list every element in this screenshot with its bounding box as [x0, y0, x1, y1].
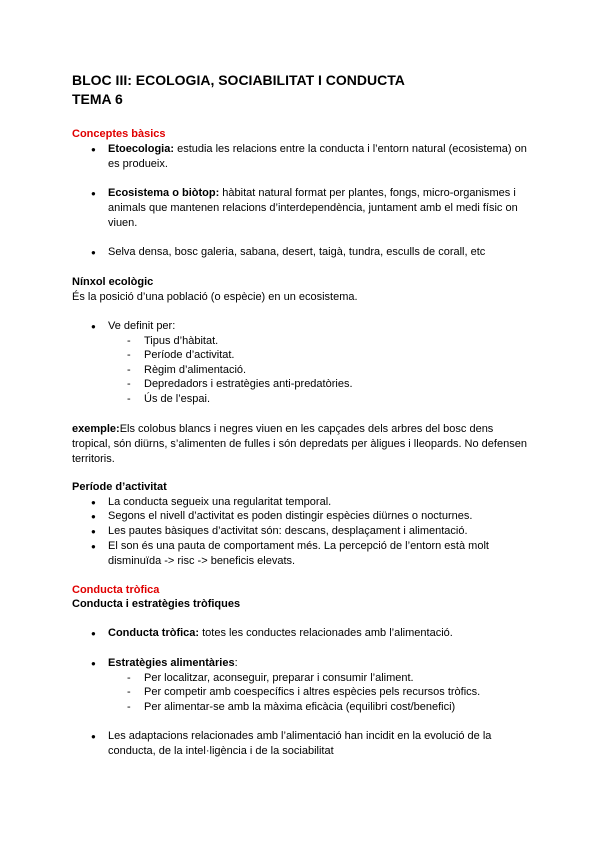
- section-heading-ninxol: Nínxol ecològic: [72, 276, 154, 288]
- example-text: Els colobus blancs i negres viuen en les capçades dels arbres del bosc dens tropical, són diürns, s’alimenten de fulles i són depredats per àligues i lleopards. No defensen territoris.: [72, 423, 527, 465]
- list-item-conducta-trofica: [108, 626, 528, 641]
- list-item-estrategies: [108, 656, 528, 671]
- term-conducta-trofica: Conducta tròfica:: [108, 627, 200, 639]
- subsection-heading-estrategies: Conducta i estratègies tròfiques: [72, 598, 241, 610]
- list-item-adaptacions: ● Les adaptacions relacionades amb l’alimentació han incidit en la evolució de la conducta, de la intel·ligència i de la sociabilitat: [108, 729, 528, 759]
- document-title: BLOC III: ECOLOGIA, SOCIABILITAT I CONDUCTA: [72, 72, 405, 88]
- sub-item: - Ús de l’espai.: [144, 392, 524, 407]
- list-item-etoecologia: [108, 142, 528, 172]
- list-item-habitats: ● Selva densa, bosc galeria, sabana, desert, taigà, tundra, esculls de corall, etc: [108, 245, 528, 260]
- list-item: ● Segons el nivell d’activitat es poden distingir espècies diürnes o nocturnes.: [108, 509, 528, 524]
- sub-item: - Per alimentar-se amb la màxima eficàcia (equilibri cost/benefici): [144, 700, 524, 715]
- sub-item: - Per localitzar, aconseguir, preparar i consumir l’aliment.: [144, 671, 524, 686]
- definition-conducta-trofica: totes les conductes relacionades amb l’alimentació.: [199, 627, 453, 639]
- sub-item: - Règim d’alimentació.: [144, 363, 524, 378]
- term-etoecologia: Etoecologia:: [108, 143, 175, 155]
- sub-item: - Per competir amb coespecífics i altres espècies pels recursos tròfics.: [144, 685, 524, 700]
- definition-etoecologia: estudia les relacions entre la conducta i l’entorn natural (ecosistema) on es produeix.: [108, 143, 527, 170]
- term-ecosistema: Ecosistema o biòtop:: [108, 187, 220, 199]
- list-item: ● El son és una pauta de comportament més. La percepció de l’entorn està molt disminuïda -> risc -> beneficis elevats.: [108, 539, 528, 569]
- sub-item: - Període d’activitat.: [144, 348, 524, 363]
- list-item: ● Les pautes bàsiques d’activitat són: descans, desplaçament i alimentació.: [108, 524, 528, 539]
- list-item-definit: ● Ve definit per:: [108, 319, 528, 334]
- example-label: exemple:: [72, 423, 120, 435]
- paragraph-ninxol: És la posició d’una població (o espècie) en un ecosistema.: [72, 291, 358, 303]
- section-heading-conceptes: Conceptes bàsics: [72, 128, 166, 140]
- section-heading-conducta-trofica: Conducta tròfica: [72, 584, 160, 596]
- sub-item: - Tipus d’hàbitat.: [144, 334, 524, 349]
- section-heading-periode: Període d’activitat: [72, 481, 167, 493]
- document-subtitle: TEMA 6: [72, 91, 123, 107]
- colon: :: [234, 657, 238, 669]
- list-item-ecosistema: [108, 186, 528, 231]
- sub-item: - Depredadors i estratègies anti-predatòries.: [144, 377, 524, 392]
- definition-ecosistema: hàbitat natural format per plantes, fongs, micro-organismes i animals que mantenen relacions d’interdependència, juntament amb el medi físic on viuen.: [108, 187, 518, 229]
- paragraph-example: [72, 422, 532, 467]
- list-item: ● La conducta segueix una regularitat temporal.: [108, 495, 528, 510]
- term-estrategies: Estratègies alimentàries: [108, 657, 235, 669]
